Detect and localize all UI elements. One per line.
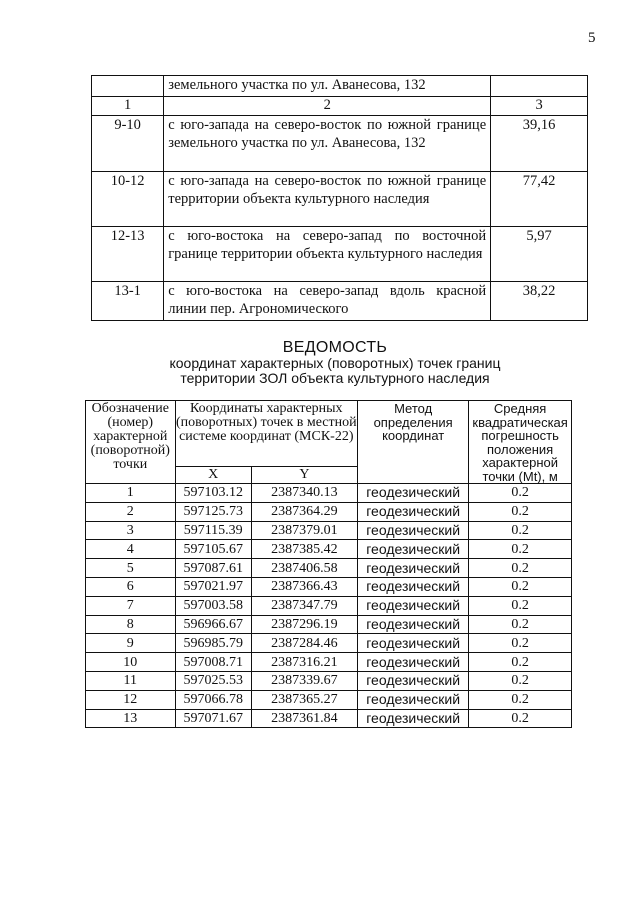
header-method: Метод определения координат (358, 401, 469, 484)
method-cell: геодезический (358, 502, 469, 521)
segment-cell: 13-1 (92, 282, 164, 321)
description-cell: с юго-востока на северо-запад по восточной границе территории объекта культурного наследия (164, 227, 491, 282)
point-number-cell: 9 (86, 634, 176, 653)
y-coordinate-cell: 2387296.19 (251, 615, 357, 634)
method-cell: геодезический (358, 577, 469, 596)
accuracy-cell: 0.2 (469, 709, 572, 728)
method-cell: геодезический (358, 709, 469, 728)
page-number: 5 (588, 30, 596, 46)
table-row (92, 172, 588, 227)
x-coordinate-cell: 597025.53 (175, 671, 251, 690)
table-row (86, 615, 572, 634)
description-cell: с юго-запада на северо-восток по южной границе земельного участка по ул. Аванесова, 132 (164, 116, 491, 172)
method-cell: геодезический (358, 484, 469, 503)
x-coordinate-cell: 597003.58 (175, 596, 251, 615)
method-cell: геодезический (358, 671, 469, 690)
column-numbers-row (92, 97, 588, 116)
x-coordinate-cell: 597008.71 (175, 653, 251, 672)
method-cell: геодезический (358, 596, 469, 615)
point-number-cell: 8 (86, 615, 176, 634)
y-coordinate-cell: 2387379.01 (251, 521, 357, 540)
table-row (86, 671, 572, 690)
table-row (86, 709, 572, 728)
x-coordinate-cell: 596985.79 (175, 634, 251, 653)
table-row (86, 577, 572, 596)
x-coordinate-cell: 597125.73 (175, 502, 251, 521)
continuation-row (92, 76, 588, 97)
length-cell: 77,42 (491, 172, 588, 227)
x-coordinate-cell: 597066.78 (175, 690, 251, 709)
x-coordinate-cell: 597115.39 (175, 521, 251, 540)
y-coordinate-cell: 2387364.29 (251, 502, 357, 521)
accuracy-cell: 0.2 (469, 559, 572, 578)
statement-subtitle-line2: территории ЗОЛ объекта культурного наследия (180, 370, 490, 386)
continuation-text: земельного участка по ул. Аванесова, 132 (164, 76, 491, 97)
accuracy-cell: 0.2 (469, 690, 572, 709)
x-coordinate-cell: 596966.67 (175, 615, 251, 634)
y-coordinate-cell: 2387406.58 (251, 559, 357, 578)
statement-subtitle (80, 356, 590, 386)
y-coordinate-cell: 2387361.84 (251, 709, 357, 728)
table-row (92, 282, 588, 321)
description-cell: с юго-запада на северо-восток по южной границе территории объекта культурного наследия (164, 172, 491, 227)
accuracy-cell: 0.2 (469, 540, 572, 559)
table-row (92, 116, 588, 172)
x-coordinate-cell: 597103.12 (175, 484, 251, 503)
segment-cell: 9-10 (92, 116, 164, 172)
table-row (86, 502, 572, 521)
y-coordinate-cell: 2387340.13 (251, 484, 357, 503)
point-number-cell: 5 (86, 559, 176, 578)
x-coordinate-cell: 597071.67 (175, 709, 251, 728)
y-coordinate-cell: 2387284.46 (251, 634, 357, 653)
method-cell: геодезический (358, 559, 469, 578)
accuracy-cell: 0.2 (469, 615, 572, 634)
accuracy-cell: 0.2 (469, 484, 572, 503)
accuracy-cell: 0.2 (469, 577, 572, 596)
point-number-cell: 2 (86, 502, 176, 521)
accuracy-cell: 0.2 (469, 634, 572, 653)
description-cell: с юго-востока на северо-запад вдоль красной линии пер. Агрономического (164, 282, 491, 321)
accuracy-cell: 0.2 (469, 671, 572, 690)
cell-empty (92, 76, 164, 97)
y-coordinate-cell: 2387366.43 (251, 577, 357, 596)
y-coordinate-cell: 2387316.21 (251, 653, 357, 672)
point-number-cell: 13 (86, 709, 176, 728)
method-cell: геодезический (358, 653, 469, 672)
segment-cell: 12-13 (92, 227, 164, 282)
method-cell: геодезический (358, 540, 469, 559)
point-number-cell: 3 (86, 521, 176, 540)
accuracy-cell: 0.2 (469, 653, 572, 672)
col-number: 3 (491, 97, 588, 116)
header-accuracy: Средняя квадратическая погрешность положения характерной точки (Mt), м (469, 401, 572, 484)
x-coordinate-cell: 597087.61 (175, 559, 251, 578)
y-coordinate-cell: 2387347.79 (251, 596, 357, 615)
segment-cell: 10-12 (92, 172, 164, 227)
point-number-cell: 6 (86, 577, 176, 596)
point-number-cell: 1 (86, 484, 176, 503)
table-row (86, 596, 572, 615)
point-number-cell: 12 (86, 690, 176, 709)
boundary-description-table (91, 75, 588, 321)
table-row (86, 690, 572, 709)
statement-subtitle-line1: координат характерных (поворотных) точек границ (169, 355, 501, 371)
coordinates-table (85, 400, 572, 728)
coordinates-body (86, 484, 572, 728)
point-number-cell: 7 (86, 596, 176, 615)
table-row (86, 559, 572, 578)
y-coordinate-cell: 2387339.67 (251, 671, 357, 690)
col-number: 1 (92, 97, 164, 116)
accuracy-cell: 0.2 (469, 596, 572, 615)
table-row (86, 484, 572, 503)
point-number-cell: 4 (86, 540, 176, 559)
cell-empty (491, 76, 588, 97)
statement-title: ВЕДОМОСТЬ (282, 339, 388, 356)
point-number-cell: 10 (86, 653, 176, 672)
accuracy-cell: 0.2 (469, 502, 572, 521)
y-coordinate-cell: 2387385.42 (251, 540, 357, 559)
method-cell: геодезический (358, 615, 469, 634)
length-cell: 38,22 (491, 282, 588, 321)
x-coordinate-cell: 597021.97 (175, 577, 251, 596)
x-coordinate-cell: 597105.67 (175, 540, 251, 559)
method-cell: геодезический (358, 521, 469, 540)
method-cell: геодезический (358, 690, 469, 709)
accuracy-cell: 0.2 (469, 521, 572, 540)
table-row (86, 653, 572, 672)
header-coords: Координаты характерных (поворотных) точек в местной системе координат (МСК-22) (175, 401, 357, 467)
point-number-cell: 11 (86, 671, 176, 690)
header-point: Обозначение (номер) характерной (поворотной) точки (86, 401, 176, 484)
header-x: X (175, 466, 251, 483)
length-cell: 5,97 (491, 227, 588, 282)
table-row (86, 634, 572, 653)
table-row (86, 521, 572, 540)
method-cell: геодезический (358, 634, 469, 653)
table-row (92, 227, 588, 282)
length-cell: 39,16 (491, 116, 588, 172)
y-coordinate-cell: 2387365.27 (251, 690, 357, 709)
header-row (86, 401, 572, 467)
table-row (86, 540, 572, 559)
header-y: Y (251, 466, 357, 483)
col-number: 2 (164, 97, 491, 116)
